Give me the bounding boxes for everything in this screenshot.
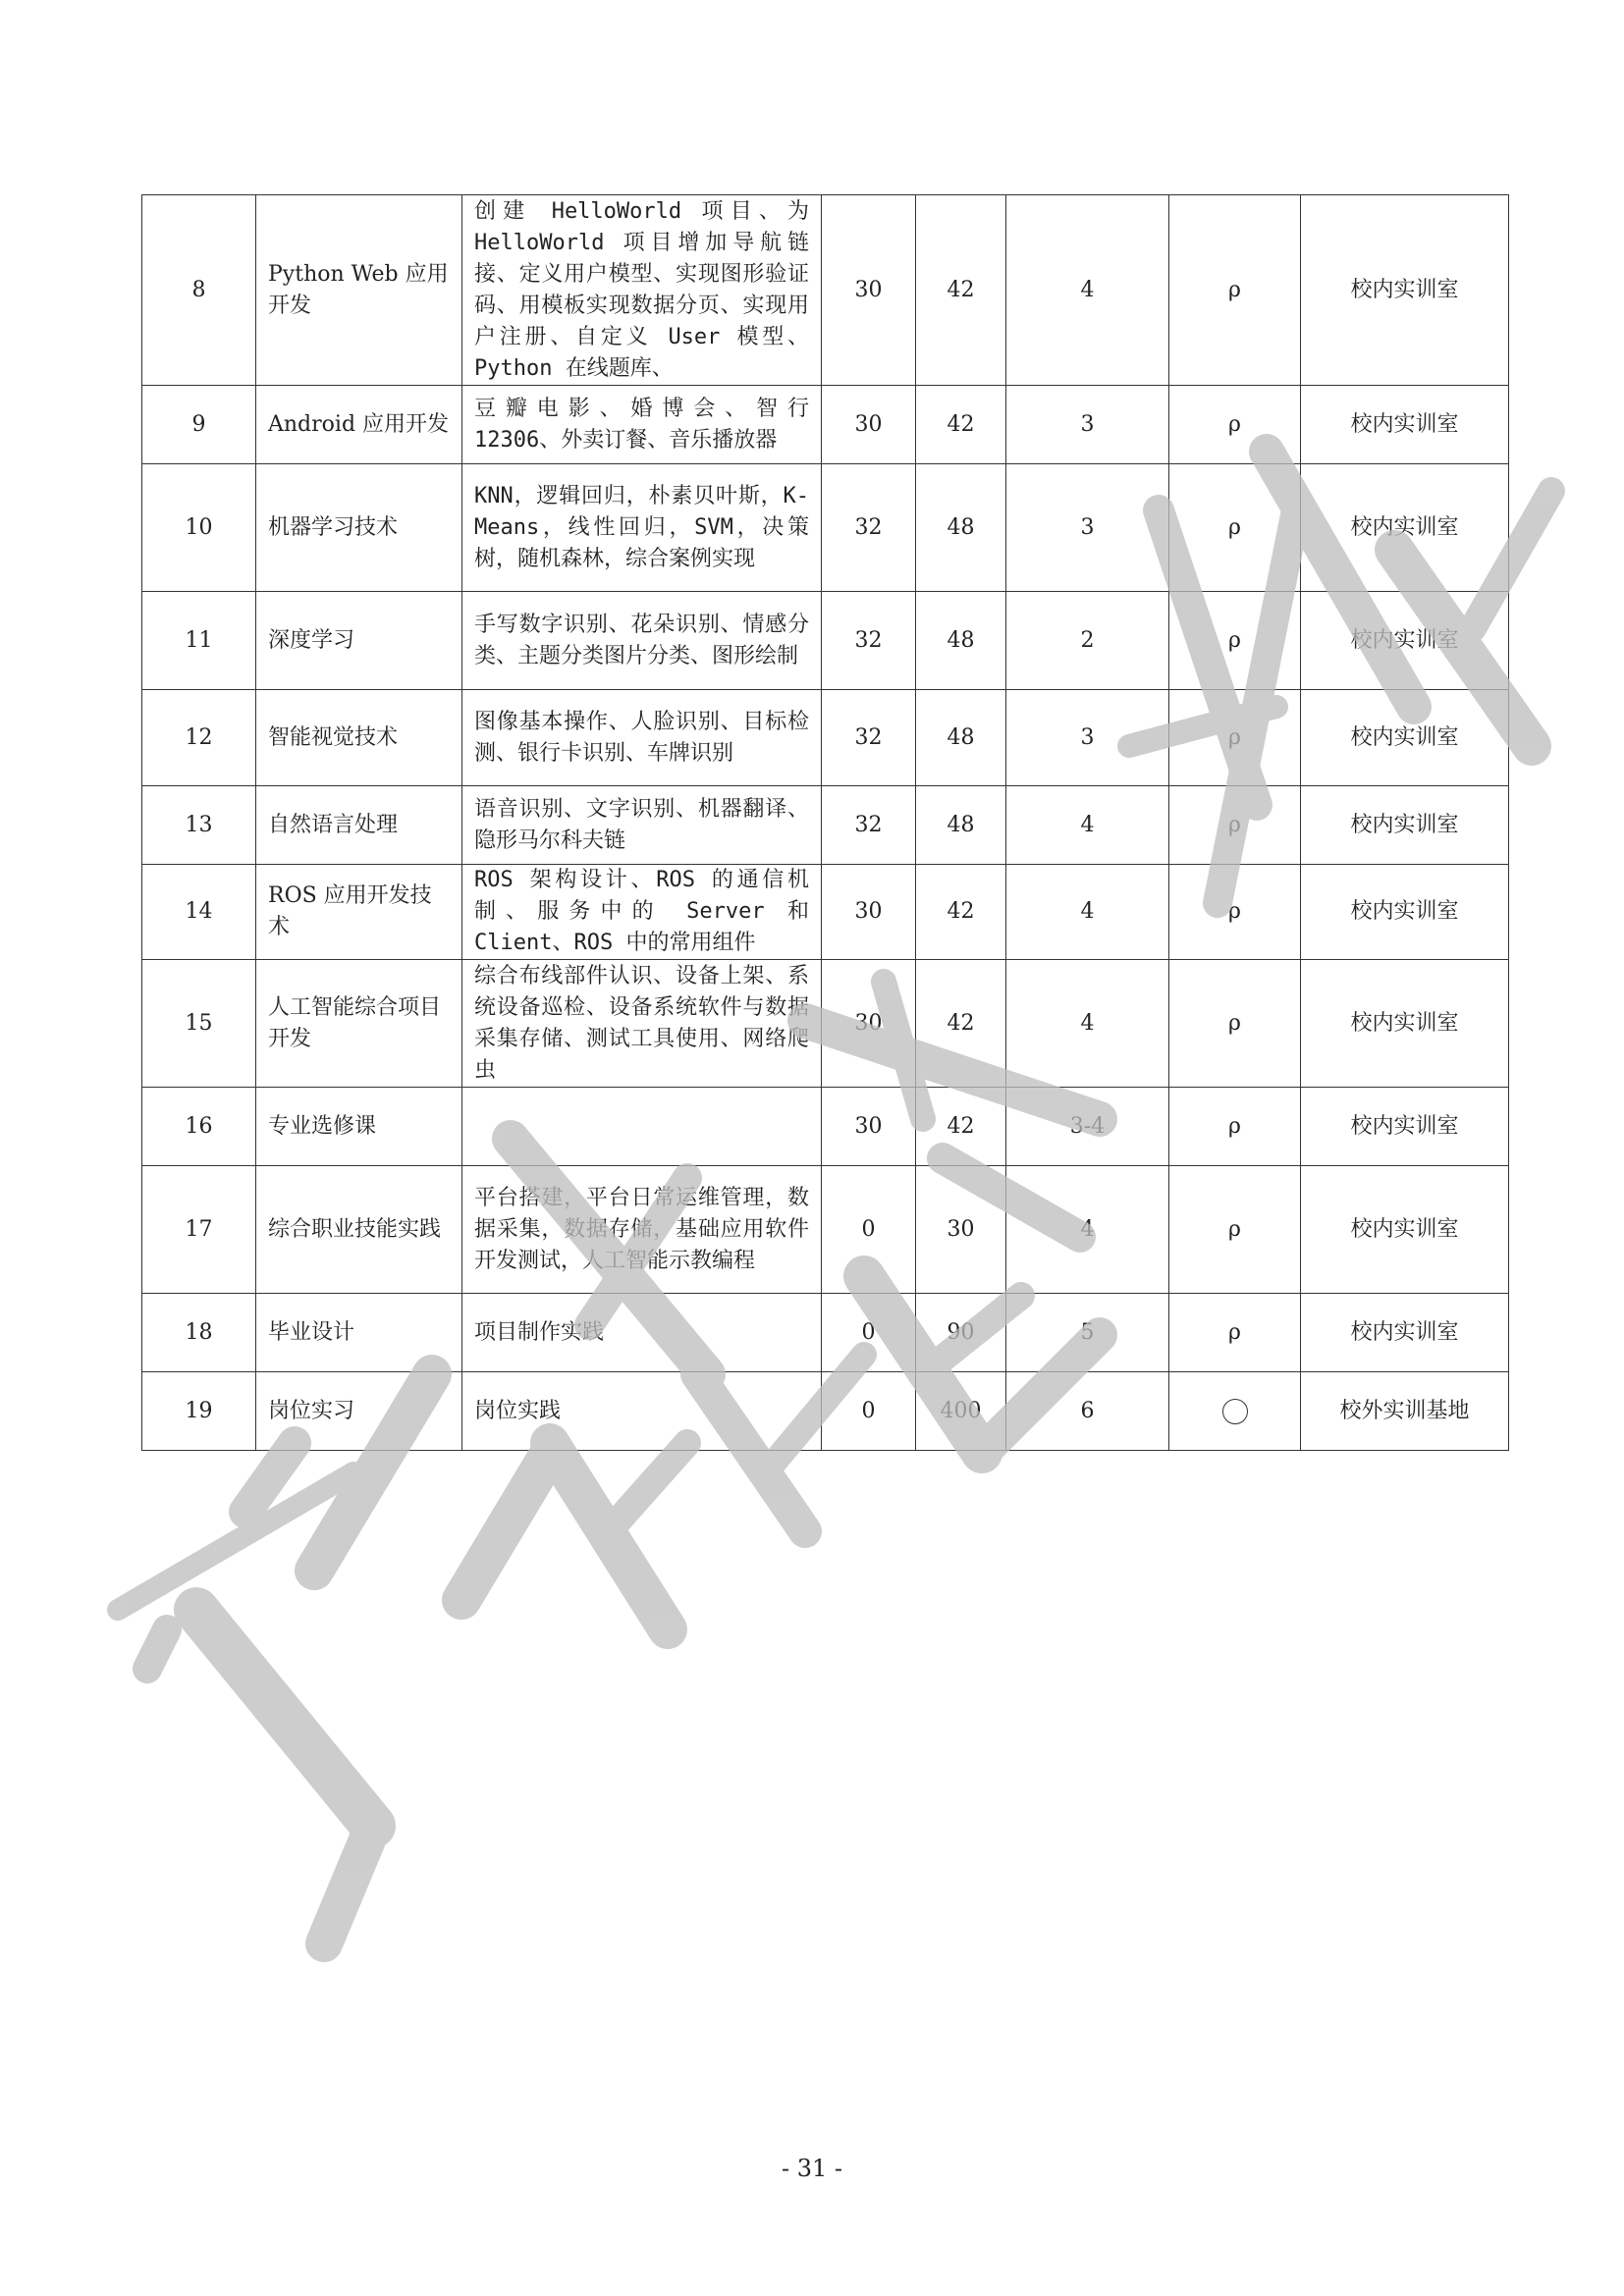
theory-hours: 0 <box>822 1294 916 1372</box>
row-number: 19 <box>142 1372 256 1451</box>
course-content: 豆瓣电影、婚博会、智行 12306、外卖订餐、音乐播放器 <box>462 386 822 464</box>
type-mark <box>1169 1372 1301 1451</box>
type-mark: ρ <box>1169 1294 1301 1372</box>
course-name: ROS 应用开发技术 <box>256 865 462 960</box>
type-mark: ρ <box>1169 464 1301 592</box>
table-row <box>142 386 1509 464</box>
course-name: 机器学习技术 <box>256 464 462 592</box>
practice-hours: 42 <box>916 195 1006 386</box>
table-row <box>142 865 1509 960</box>
practice-hours: 48 <box>916 464 1006 592</box>
training-location: 校内实训室 <box>1301 386 1509 464</box>
course-content: 创建 HelloWorld 项目、为 HelloWorld 项目增加导航链接、定义用户模型、实现图形验证码、用模板实现数据分页、实现用户注册、自定义 User 模型、Python 在线题库、 <box>462 195 822 386</box>
course-name: Android 应用开发 <box>256 386 462 464</box>
credits: 6 <box>1006 1372 1169 1451</box>
course-content: 项目制作实践 <box>462 1294 822 1372</box>
theory-hours: 30 <box>822 195 916 386</box>
course-content: ROS 架构设计、ROS 的通信机制、服务中的 Server 和 Client、ROS 中的常用组件 <box>462 865 822 960</box>
credits: 3 <box>1006 464 1169 592</box>
course-content: 综合布线部件认识、设备上架、系统设备巡检、设备系统软件与数据采集存储、测试工具使用、网络爬虫 <box>462 960 822 1088</box>
course-table <box>141 194 1509 1451</box>
theory-hours: 32 <box>822 690 916 786</box>
practice-hours: 42 <box>916 960 1006 1088</box>
training-location: 校内实训室 <box>1301 195 1509 386</box>
practice-hours: 48 <box>916 690 1006 786</box>
course-name: 人工智能综合项目开发 <box>256 960 462 1088</box>
theory-hours: 32 <box>822 592 916 690</box>
row-number: 12 <box>142 690 256 786</box>
table-row <box>142 960 1509 1088</box>
row-number: 11 <box>142 592 256 690</box>
row-number: 10 <box>142 464 256 592</box>
course-content <box>462 1088 822 1166</box>
course-table-body <box>142 195 1509 1451</box>
training-location: 校内实训室 <box>1301 592 1509 690</box>
practice-hours: 42 <box>916 865 1006 960</box>
theory-hours: 32 <box>822 786 916 865</box>
practice-hours: 48 <box>916 592 1006 690</box>
course-name: 专业选修课 <box>256 1088 462 1166</box>
course-content: 平台搭建，平台日常运维管理，数据采集，数据存储，基础应用软件开发测试，人工智能示教编程 <box>462 1166 822 1294</box>
credits: 4 <box>1006 195 1169 386</box>
training-location: 校内实训室 <box>1301 865 1509 960</box>
practice-hours: 400 <box>916 1372 1006 1451</box>
credits: 4 <box>1006 865 1169 960</box>
theory-hours: 32 <box>822 464 916 592</box>
training-location: 校内实训室 <box>1301 960 1509 1088</box>
course-name: 综合职业技能实践 <box>256 1166 462 1294</box>
type-mark: ρ <box>1169 592 1301 690</box>
theory-hours: 0 <box>822 1372 916 1451</box>
practice-hours: 48 <box>916 786 1006 865</box>
training-location: 校内实训室 <box>1301 786 1509 865</box>
theory-hours: 30 <box>822 865 916 960</box>
course-content: KNN，逻辑回归，朴素贝叶斯，K-Means，线性回归，SVM，决策树，随机森林，综合案例实现 <box>462 464 822 592</box>
table-row <box>142 1372 1509 1451</box>
row-number: 16 <box>142 1088 256 1166</box>
theory-hours: 0 <box>822 1166 916 1294</box>
credits: 4 <box>1006 786 1169 865</box>
credits: 2 <box>1006 592 1169 690</box>
row-number: 14 <box>142 865 256 960</box>
course-name: 自然语言处理 <box>256 786 462 865</box>
course-content: 岗位实践 <box>462 1372 822 1451</box>
course-name: 智能视觉技术 <box>256 690 462 786</box>
course-name: Python Web 应用开发 <box>256 195 462 386</box>
practice-hours: 90 <box>916 1294 1006 1372</box>
table-row <box>142 690 1509 786</box>
table-row <box>142 1166 1509 1294</box>
type-mark: ρ <box>1169 786 1301 865</box>
training-location: 校内实训室 <box>1301 1166 1509 1294</box>
practice-hours: 42 <box>916 386 1006 464</box>
theory-hours: 30 <box>822 1088 916 1166</box>
course-content: 图像基本操作、人脸识别、目标检测、银行卡识别、车牌识别 <box>462 690 822 786</box>
course-name: 毕业设计 <box>256 1294 462 1372</box>
practice-hours: 30 <box>916 1166 1006 1294</box>
type-mark: ρ <box>1169 386 1301 464</box>
type-mark: ρ <box>1169 960 1301 1088</box>
credits: 3 <box>1006 386 1169 464</box>
page-number: - 31 - <box>781 2155 842 2182</box>
table-row <box>142 1294 1509 1372</box>
course-content: 手写数字识别、花朵识别、情感分类、主题分类图片分类、图形绘制 <box>462 592 822 690</box>
circle-icon <box>1222 1399 1248 1424</box>
course-content: 语音识别、文字识别、机器翻译、隐形马尔科夫链 <box>462 786 822 865</box>
theory-hours: 30 <box>822 960 916 1088</box>
credits: 4 <box>1006 1166 1169 1294</box>
credits: 5 <box>1006 1294 1169 1372</box>
table-row <box>142 464 1509 592</box>
table-row <box>142 1088 1509 1166</box>
row-number: 18 <box>142 1294 256 1372</box>
row-number: 13 <box>142 786 256 865</box>
row-number: 17 <box>142 1166 256 1294</box>
credits: 3 <box>1006 690 1169 786</box>
type-mark: ρ <box>1169 1166 1301 1294</box>
type-mark: ρ <box>1169 865 1301 960</box>
theory-hours: 30 <box>822 386 916 464</box>
training-location: 校内实训室 <box>1301 1294 1509 1372</box>
row-number: 9 <box>142 386 256 464</box>
type-mark: ρ <box>1169 690 1301 786</box>
row-number: 8 <box>142 195 256 386</box>
training-location: 校内实训室 <box>1301 464 1509 592</box>
practice-hours: 42 <box>916 1088 1006 1166</box>
training-location: 校外实训基地 <box>1301 1372 1509 1451</box>
course-name: 岗位实习 <box>256 1372 462 1451</box>
table-row <box>142 592 1509 690</box>
table-row <box>142 786 1509 865</box>
table-row <box>142 195 1509 386</box>
type-mark: ρ <box>1169 195 1301 386</box>
type-mark: ρ <box>1169 1088 1301 1166</box>
row-number: 15 <box>142 960 256 1088</box>
course-name: 深度学习 <box>256 592 462 690</box>
training-location: 校内实训室 <box>1301 1088 1509 1166</box>
credits: 4 <box>1006 960 1169 1088</box>
credits: 3-4 <box>1006 1088 1169 1166</box>
training-location: 校内实训室 <box>1301 690 1509 786</box>
